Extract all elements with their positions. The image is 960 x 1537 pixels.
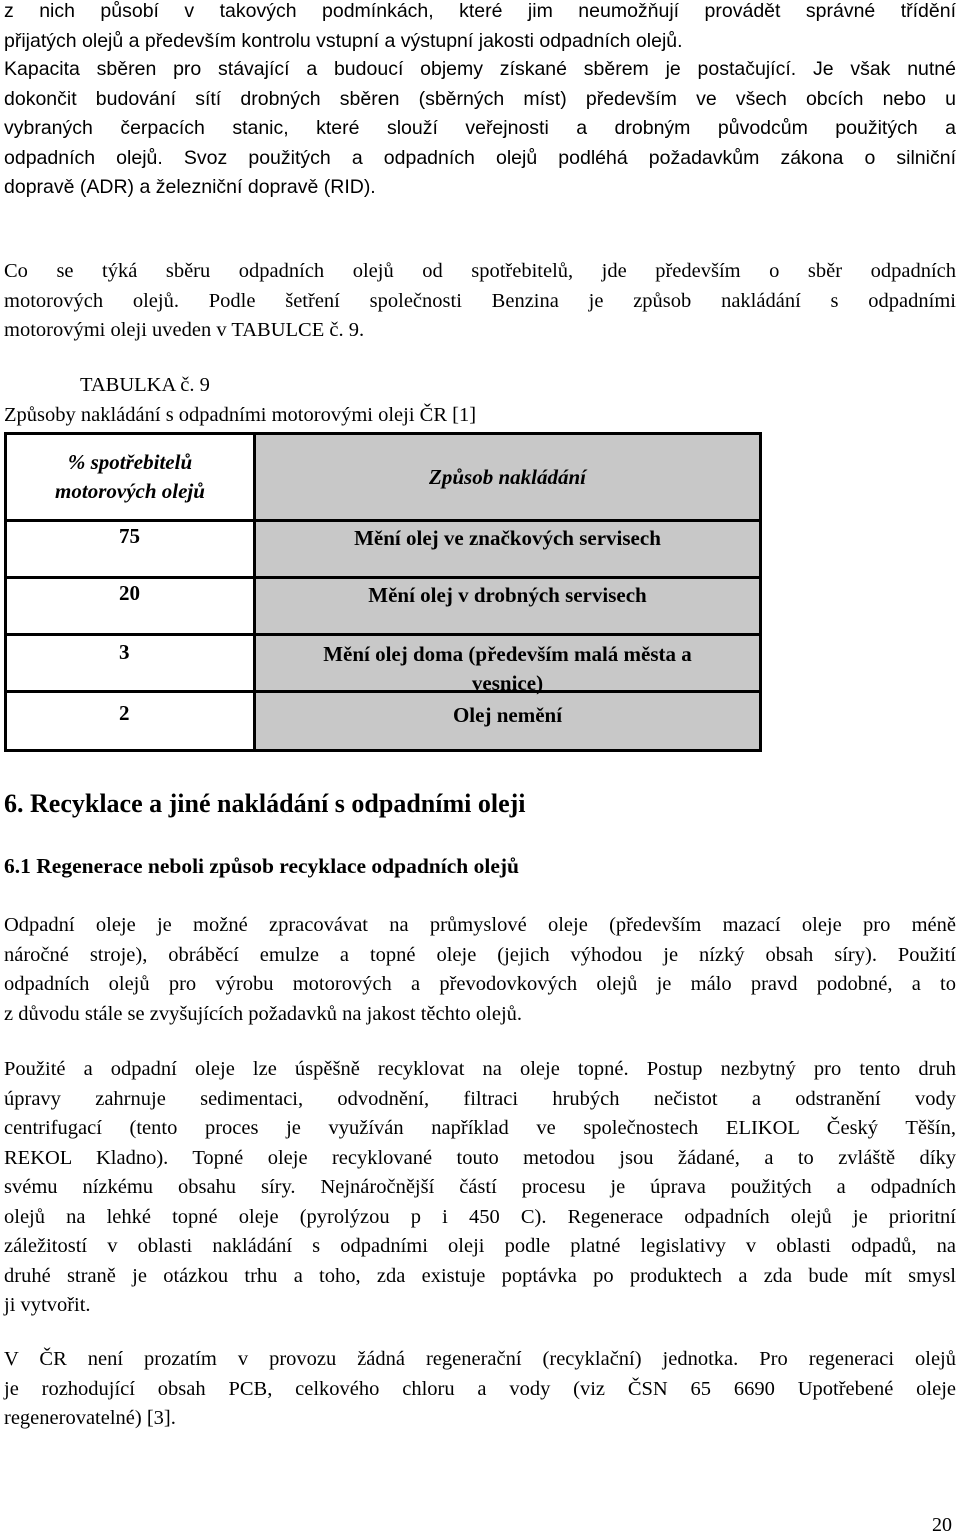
table-header-percentage (7, 435, 253, 519)
text-line: V ČR není prozatím v provozu žádná regenerační (recyklační) jednotka. Pro regeneraci olejů (4, 1348, 956, 1370)
header-text: motorových olejů (55, 479, 205, 503)
paragraph-regeneration (4, 1345, 956, 1434)
table-label: TABULKA č. 9 (80, 374, 210, 396)
oil-handling-table (4, 432, 762, 752)
text-line: záležitostí v oblasti nakládání s odpadními oleji podle platné legislativy v oblasti odpadů, na (4, 1235, 956, 1257)
text-line: ji vytvořit. (4, 1294, 91, 1316)
text-line: centrifugací (tento proces je využíván například ve společnostech ELIKOL Český Těšín, (4, 1117, 956, 1139)
method-text: Mění olej doma (především malá města a (323, 642, 692, 666)
paragraph-recycling (4, 1055, 956, 1321)
table-cell-percent: 3 (119, 640, 130, 664)
page-number: 20 (932, 1514, 952, 1536)
text-line: Kapacita sběren pro stávající a budoucí objemy získané sběrem je postačující. Je však nutné (4, 58, 956, 80)
text-line: z důvodu stále se zvyšujících požadavků na jakost těchto olejů. (4, 1002, 523, 1025)
table-cell-method: Olej nemění (452, 703, 563, 727)
table-divider (7, 576, 759, 579)
text-line: Co se týká sběru odpadních olejů od spotřebitelů, jde především o sběr odpadních (4, 260, 956, 282)
subsection-heading: 6.1 Regenerace neboli způsob recyklace odpadních olejů (4, 854, 519, 878)
table-divider (7, 633, 759, 636)
text-line: odpadních olejů. Svoz použitých a odpadních olejů podléhá požadavkům zákona o silniční (4, 146, 956, 169)
table-cell-method: Mění olej ve značkových servisech (354, 526, 661, 550)
text-line: odpadních olejů pro výrobu motorových a převodovkových olejů je málo pravd podobné, a to (4, 973, 956, 995)
text-line: z nich působí v takových podmínkách, které jim neumožňují provádět správné třídění (4, 0, 956, 22)
table-cell-percent: 2 (119, 701, 130, 725)
text-line: Odpadní oleje je možné zpracovávat na průmyslové oleje (především mazací oleje pro méně (4, 914, 956, 936)
text-line: druhé straně je otázkou trhu a toho, zda existuje poptávka po produktech a zda bude mít smysl (4, 1264, 956, 1287)
section-heading: 6. Recyklace a jiné nakládání s odpadními oleji (4, 789, 526, 818)
text-line: přijatých olejů a především kontrolu vstupní a výstupní jakosti odpadních olejů. (4, 29, 683, 52)
text-line: svému nízkému obsahu síry. Nejnáročnější částí procesu je úprava použitých a odpadních (4, 1176, 956, 1198)
paragraph-capacity (4, 55, 956, 203)
text-line: motorovými oleji uveden v TABULCE č. 9. (4, 319, 365, 341)
text-line: úpravy zahrnuje sedimentaci, odvodnění, filtraci hrubých nečistot a odstranění vody (4, 1087, 956, 1110)
table-cell-method: Mění olej v drobných servisech (368, 583, 647, 607)
paragraph-collection (4, 257, 956, 346)
table-divider (7, 519, 759, 522)
header-text: % spotřebitelů (67, 450, 193, 474)
table-cell-percent: 20 (119, 581, 140, 605)
table-cell-percent: 75 (119, 524, 140, 548)
table-header-method (256, 435, 759, 519)
paragraph-processing (4, 911, 956, 1029)
text-line: Použité a odpadní oleje lze úspěšně recyklovat na oleje topné. Postup nezbytný pro tento druh (4, 1058, 956, 1080)
text-line: regenerovatelné) [3]. (4, 1407, 176, 1429)
text-line: náročné stroje), obráběcí emulze a topné oleje (jejich výhodou je nízký obsah síry). Použití (4, 943, 956, 966)
text-line: REKOL Kladno). Topné oleje recyklované touto metodou jsou žádané, a to zvláště díky (4, 1146, 956, 1169)
text-line: vybraných čerpacích stanic, které slouží veřejnosti a drobným původcům použitých a (4, 117, 956, 139)
paragraph-intro (4, 0, 956, 56)
method-text: vesnice) (471, 671, 544, 695)
header-text: Způsob nakládání (429, 464, 586, 489)
text-line: dokončit budování sítí drobných sběren (sběrných míst) především ve všech obcích nebo u (4, 87, 956, 110)
text-line: dopravě (ADR) a železniční dopravě (RID). (4, 176, 376, 198)
table-cell-method (256, 640, 759, 698)
text-line: motorových olejů. Podle šetření společnosti Benzina je způsob nakládání s odpadními (4, 289, 956, 312)
table-caption: Způsoby nakládání s odpadními motorovými oleji ČR [1] (4, 404, 477, 426)
text-line: je rozhodující obsah PCB, celkového chloru a vody (viz ČSN 65 6690 Upotřebené oleje (4, 1377, 956, 1400)
text-line: olejů na lehké topné oleje (pyrolýzou p i 450 C). Regenerace odpadních olejů je prioritní (4, 1205, 956, 1228)
